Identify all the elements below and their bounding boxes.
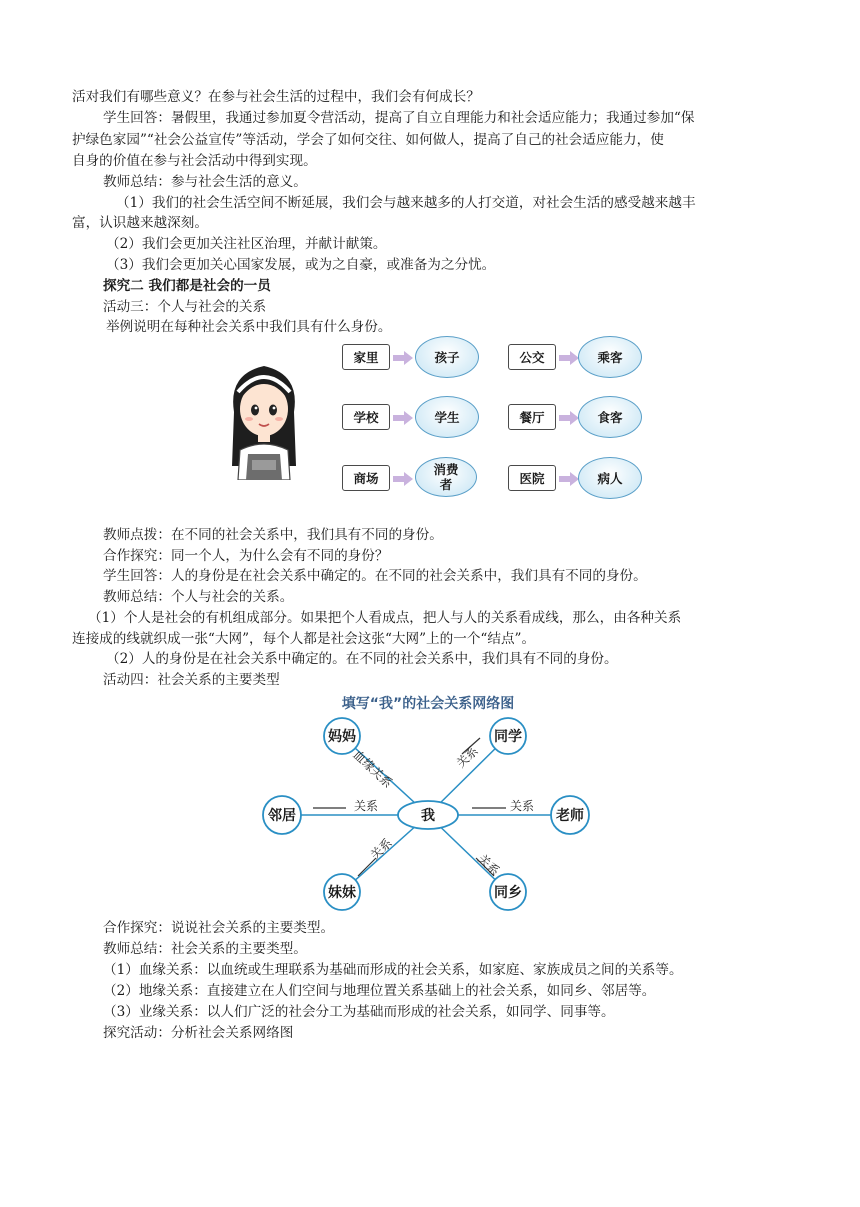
text-line: （3）我们会更加关心国家发展，或为之自豪，或准备为之分忧。 xyxy=(106,257,496,273)
text-line: 学生回答：人的身份是在社会关系中确定的。在不同的社会关系中，我们具有不同的身份。 xyxy=(103,568,647,584)
place-box: 家里 xyxy=(342,344,390,370)
node-label: 邻居 xyxy=(268,808,296,824)
place-box: 医院 xyxy=(508,465,556,491)
girl-illustration xyxy=(222,354,306,480)
relation-network-figure xyxy=(258,690,598,912)
arrow-right-icon xyxy=(393,411,413,425)
text-line: 探究活动：分析社会关系网络图 xyxy=(103,1025,294,1041)
text-line: （2）人的身份是在社会关系中确定的。在不同的社会关系中，我们具有不同的身份。 xyxy=(106,651,618,667)
edge-label: 关系 xyxy=(509,799,535,813)
role-bubble: 食客 xyxy=(578,396,642,438)
text-line: （1）我们的社会生活空间不断延展，我们会与越来越多的人打交道，对社会生活的感受越来越丰 xyxy=(116,195,696,211)
edge-label: 关系 xyxy=(353,799,379,813)
text-line: 护绿色家园”“社会公益宣传”等活动，学会了如何交往、如何做人，提高了自己的社会适应能力，使 xyxy=(72,132,664,148)
edge-label: 关系 xyxy=(453,743,481,771)
node-label: 老师 xyxy=(556,808,584,824)
section-heading: 探究二 我们都是社会的一员 xyxy=(103,278,271,294)
arrow-right-icon xyxy=(393,351,413,365)
arrow-right-icon xyxy=(393,472,413,486)
identity-figure xyxy=(222,340,642,500)
text-line: （1）血缘关系：以血统或生理联系为基础而形成的社会关系，如家庭、家族成员之间的关系等。 xyxy=(103,962,683,978)
text-line: 活动四：社会关系的主要类型 xyxy=(103,672,280,688)
text-line: 教师总结：参与社会生活的意义。 xyxy=(103,174,307,190)
place-box: 餐厅 xyxy=(508,404,556,430)
text-line: 连接成的线就织成一张“大网”，每个人都是社会这张“大网”上的一个“结点”。 xyxy=(72,631,536,647)
text-line: （3）业缘关系：以人们广泛的社会分工为基础而形成的社会关系，如同学、同事等。 xyxy=(103,1004,615,1020)
place-box: 商场 xyxy=(342,465,390,491)
text-line: 富，认识越来越深刻。 xyxy=(72,215,208,231)
text-line: 活对我们有哪些意义？在参与社会生活的过程中，我们会有何成长？ xyxy=(72,89,480,105)
text-line: 合作探究：同一个人，为什么会有不同的身份？ xyxy=(103,548,389,564)
node-label: 同学 xyxy=(494,729,522,745)
network-title: 填写“我”的社会关系网络图 xyxy=(341,696,515,712)
edge-label: 血缘关系 xyxy=(350,747,396,791)
center-label: 我 xyxy=(421,808,435,824)
arrow-right-icon xyxy=(559,351,579,365)
edge-label: 关系 xyxy=(367,835,395,863)
text-line: （2）我们会更加关注社区治理，并献计献策。 xyxy=(106,236,387,252)
text-line: 自身的价值在参与社会活动中得到实现。 xyxy=(72,153,317,169)
role-bubble: 乘客 xyxy=(578,336,642,378)
text-line: 教师总结：社会关系的主要类型。 xyxy=(103,941,307,957)
edge-label: 关系 xyxy=(475,851,503,879)
role-bubble: 病人 xyxy=(578,457,642,499)
arrow-right-icon xyxy=(559,411,579,425)
text-line: 活动三：个人与社会的关系 xyxy=(103,299,267,315)
text-line: 举例说明在每种社会关系中我们具有什么身份。 xyxy=(106,319,392,335)
text-line: （2）地缘关系：直接建立在人们空间与地理位置关系基础上的社会关系，如同乡、邻居等。 xyxy=(103,983,656,999)
node-label: 妹妹 xyxy=(328,885,356,901)
role-bubble: 学生 xyxy=(415,396,479,438)
text-line: 教师点拨：在不同的社会关系中，我们具有不同的身份。 xyxy=(103,527,443,543)
arrow-right-icon xyxy=(559,472,579,486)
place-box: 学校 xyxy=(342,404,390,430)
text-line: 合作探究：说说社会关系的主要类型。 xyxy=(103,920,335,936)
text-line: 教师总结：个人与社会的关系。 xyxy=(103,589,294,605)
role-bubble: 消费者 xyxy=(415,457,477,497)
role-bubble: 孩子 xyxy=(415,336,479,378)
node-label: 同乡 xyxy=(494,885,522,901)
place-box: 公交 xyxy=(508,344,556,370)
text-line: （1）个人是社会的有机组成部分。如果把个人看成点，把人与人的关系看成线，那么，由各种关系 xyxy=(88,610,682,626)
node-label: 妈妈 xyxy=(328,729,356,745)
text-line: 学生回答：暑假里，我通过参加夏令营活动，提高了自立自理能力和社会适应能力；我通过参加“保 xyxy=(103,110,695,126)
blank-line xyxy=(358,858,376,876)
